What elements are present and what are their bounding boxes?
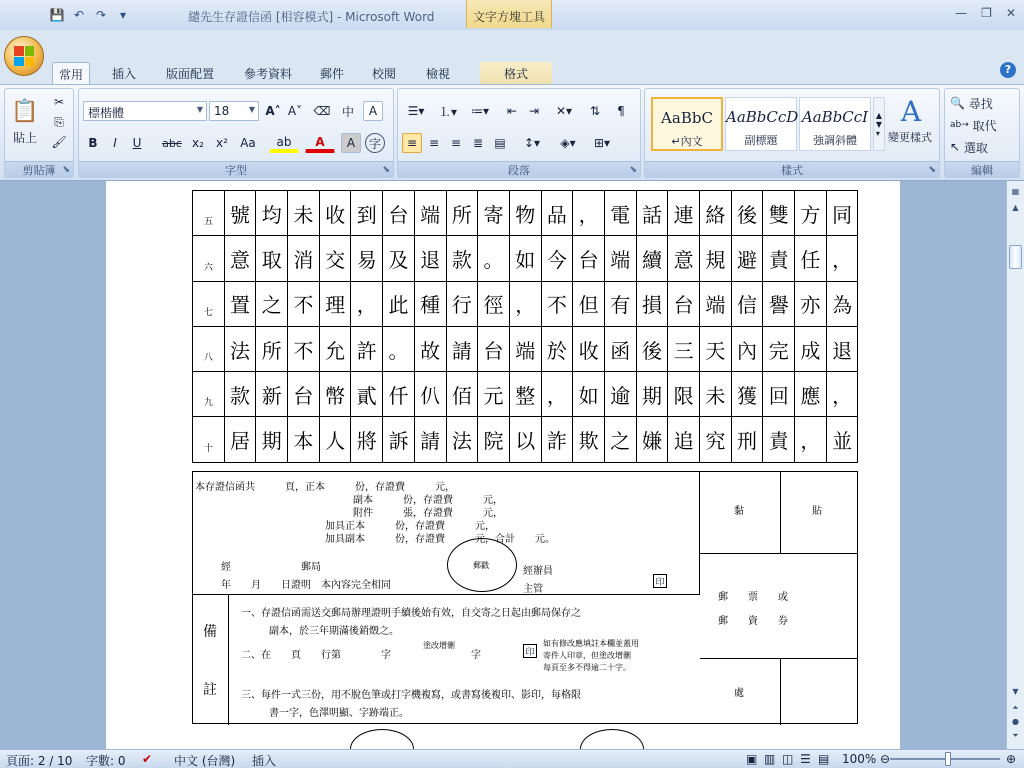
style-normal[interactable] <box>651 97 723 151</box>
paragraph-group <box>397 88 641 178</box>
grid-cell: 端 <box>509 326 541 371</box>
place-divider <box>700 658 858 659</box>
style-subtitle[interactable] <box>725 97 797 151</box>
grid-cell: 品 <box>541 191 573 236</box>
grid-cell: 後 <box>636 326 668 371</box>
underline-button[interactable]: U <box>132 136 142 150</box>
grid-cell: 責 <box>763 236 795 281</box>
quick-access-toolbar <box>48 6 132 24</box>
web-layout-view-icon[interactable]: ◫ <box>782 752 794 766</box>
grid-cell: 如 <box>509 236 541 281</box>
grid-cell: 行 <box>446 281 478 326</box>
align-center-icon[interactable]: ≡ <box>428 136 440 150</box>
grid-cell: 台 <box>478 326 510 371</box>
note-3-continued: 書一字，色澤明顯、字跡端正。 <box>269 708 409 719</box>
font-name-dropdown[interactable]: 標楷體 ▼ <box>83 101 207 121</box>
grid-cell: 到 <box>351 191 383 236</box>
grid-cell: 任 <box>795 236 827 281</box>
grid-cell: 易 <box>351 236 383 281</box>
grid-cell: 譽 <box>763 281 795 326</box>
grid-cell: 將 <box>351 417 383 462</box>
note-2-modify: 塗改增刪 <box>423 641 455 650</box>
shrink-font-icon[interactable]: A˅ <box>287 104 303 118</box>
dialog-launcher-icon[interactable]: ⬊ <box>62 165 70 175</box>
grid-cell: 整 <box>509 372 541 417</box>
grid-cell: 法 <box>446 417 478 462</box>
grid-cell: 請 <box>446 326 478 371</box>
customize-qat-icon[interactable]: ▾ <box>119 8 127 22</box>
grid-cell: 之 <box>604 417 636 462</box>
draft-view-icon[interactable]: ▤ <box>818 752 830 766</box>
ribbon-tabs <box>0 58 1024 84</box>
grid-cell: 台 <box>668 281 700 326</box>
asian-layout-icon[interactable]: ✕▾ <box>555 104 573 118</box>
grid-cell: 詐 <box>541 417 573 462</box>
word-count[interactable]: 字數: 0 <box>86 754 126 768</box>
previous-page-icon[interactable]: ⏶ <box>1012 703 1019 712</box>
grid-cell: 請 <box>414 417 446 462</box>
char-border-icon[interactable]: A <box>363 101 383 121</box>
grid-cell: 損 <box>636 281 668 326</box>
grid-cell: 寄 <box>478 191 510 236</box>
paste-label-1: 黏 <box>734 506 744 517</box>
outline-view-icon[interactable]: ☰ <box>800 752 811 766</box>
font-color-icon[interactable]: A <box>305 133 335 153</box>
postal-certification-area <box>193 472 700 595</box>
justify-icon[interactable]: ≣ <box>472 136 484 150</box>
title-bar <box>0 0 1024 30</box>
copy-icon[interactable]: ⎘ <box>54 114 64 129</box>
scroll-down-icon[interactable]: ▼ <box>1012 687 1019 696</box>
grid-cell: 均 <box>256 191 288 236</box>
grid-cell: 幣 <box>319 372 351 417</box>
grid-cell: 元 <box>478 372 510 417</box>
grid-cell: 責 <box>763 417 795 462</box>
page-indicator[interactable]: 頁面: 2 / 10 <box>6 754 73 768</box>
clear-format-icon[interactable]: ⌫ <box>313 104 331 118</box>
print-layout-view-icon[interactable]: ▣ <box>746 752 758 766</box>
grid-cell: 新 <box>256 372 288 417</box>
restore-icon[interactable]: ❐ <box>981 6 992 20</box>
clipboard-label: 剪貼簿 <box>5 161 73 177</box>
grid-row <box>193 417 858 462</box>
strikethrough-button[interactable]: abc <box>162 136 182 150</box>
replace-icon: ab→ <box>950 120 969 130</box>
grid-cell: 電 <box>604 191 636 236</box>
grid-cell: ， <box>573 191 605 236</box>
show-marks-icon[interactable]: ¶ <box>617 104 625 118</box>
grid-cell: 交 <box>319 236 351 281</box>
grid-cell: 回 <box>763 372 795 417</box>
paste-icon[interactable]: 📋 <box>11 98 39 124</box>
place-label: 處 <box>734 688 744 699</box>
grid-cell: 不 <box>288 281 320 326</box>
style-preview: AaBbCcD <box>726 108 799 126</box>
bullets-icon[interactable]: ☰▾ <box>407 104 425 118</box>
grid-cell: 法 <box>224 326 256 371</box>
form-line-1: 本存證信函共 頁，正本 份，存證費 元， <box>195 482 455 493</box>
grid-cell: 種 <box>414 281 446 326</box>
grid-cell: 允 <box>319 326 351 371</box>
zoom-in-icon[interactable]: ⊕ <box>1006 752 1017 766</box>
lower-circle-left <box>350 729 414 749</box>
grid-cell: 嫌 <box>636 417 668 462</box>
tab-insert[interactable]: 插入 <box>112 67 137 81</box>
numbering-icon[interactable]: ⒈▾ <box>438 104 458 119</box>
grid-cell: 院 <box>478 417 510 462</box>
undo-icon[interactable]: ↶ <box>73 8 85 22</box>
grid-cell: 故 <box>414 326 446 371</box>
redo-icon[interactable]: ↷ <box>95 8 107 22</box>
grid-cell: 端 <box>414 191 446 236</box>
stamp-line-1: 郵 票 或 <box>718 592 788 603</box>
ruler-toggle-icon[interactable]: ▦ <box>1011 187 1020 196</box>
phonetic-icon[interactable]: 中 <box>341 104 354 119</box>
grid-cell: 端 <box>604 236 636 281</box>
grid-cell: 獲 <box>731 372 763 417</box>
note-2-side-2: 寄件人印章，但塗改增刪 <box>543 651 631 660</box>
style-subtle-emphasis[interactable] <box>799 97 871 151</box>
grid-cell: 後 <box>731 191 763 236</box>
subscript-button[interactable]: x₂ <box>192 136 204 150</box>
stamp-line-2: 郵 資 券 <box>718 616 788 627</box>
distributed-icon[interactable]: ▤ <box>494 136 506 150</box>
form-line-4: 加具正本 份，存證費 元， <box>325 521 495 532</box>
font-group <box>78 88 394 178</box>
font-size-dropdown[interactable]: 18 ▼ <box>209 101 259 121</box>
multilevel-list-icon[interactable]: ≔▾ <box>470 104 490 118</box>
grid-cell: 仈 <box>414 372 446 417</box>
find-button[interactable] <box>949 93 1017 113</box>
row-number: 九 <box>193 372 225 417</box>
grid-cell: 貳 <box>351 372 383 417</box>
grid-cell: 。 <box>383 326 415 371</box>
grid-cell: 但 <box>573 281 605 326</box>
grid-cell: 意 <box>224 236 256 281</box>
notes-heading-1: 備 <box>203 624 217 640</box>
grid-cell: 避 <box>731 236 763 281</box>
status-bar <box>0 749 1024 768</box>
grid-cell: 端 <box>700 281 732 326</box>
jing-label: 經 <box>221 562 231 573</box>
note-2-side-1: 如有修改應填註本欄並蓋用 <box>543 639 639 648</box>
grid-cell: 理 <box>319 281 351 326</box>
row-number: 十 <box>193 417 225 462</box>
grid-cell: 物 <box>509 191 541 236</box>
grid-cell: 本 <box>288 417 320 462</box>
row-number: 六 <box>193 236 225 281</box>
post-bureau-label: 郵局 <box>301 562 321 573</box>
sort-icon[interactable]: ⇅ <box>589 104 601 118</box>
grid-cell: 此 <box>383 281 415 326</box>
zoom-out-icon[interactable]: ⊖ <box>880 752 891 766</box>
grid-cell: 退 <box>414 236 446 281</box>
line-spacing-icon[interactable]: ↕▾ <box>523 136 541 150</box>
styles-scroll-icon[interactable]: ▲ ▼ ▾ <box>873 97 885 151</box>
seal-box: 印 <box>653 574 667 588</box>
note-2-side-3: 每頁至多不得逾二十字。 <box>543 663 631 672</box>
certification-form <box>192 471 858 724</box>
grid-cell: 有 <box>604 281 636 326</box>
binoculars-icon: 🔍 <box>950 96 965 110</box>
grid-cell: 消 <box>288 236 320 281</box>
minimize-icon[interactable]: — <box>955 6 968 20</box>
style-name: 強調斜體 <box>813 134 857 147</box>
grid-cell: 及 <box>383 236 415 281</box>
grid-cell: 居 <box>224 417 256 462</box>
office-button[interactable] <box>4 36 44 76</box>
style-preview: AaBbCcI <box>801 108 869 126</box>
borders-icon[interactable]: ⊞▾ <box>593 136 611 150</box>
replace-label: 取代 <box>972 118 997 133</box>
change-styles-icon[interactable]: A <box>900 94 922 128</box>
letter-grid <box>192 190 858 463</box>
form-line-2: 副本 份，存證費 元， <box>353 495 503 506</box>
grid-cell: 於 <box>541 326 573 371</box>
clerk-label: 經辦員 <box>523 566 553 577</box>
cursor-icon: ↖ <box>950 140 961 154</box>
next-page-icon[interactable]: ⏷ <box>1012 731 1019 740</box>
grid-cell: 今 <box>541 236 573 281</box>
grid-cell: 號 <box>224 191 256 236</box>
style-preview: AaBbC <box>661 109 713 127</box>
change-case-button[interactable]: Aa <box>240 136 256 150</box>
scroll-up-icon[interactable]: ▲ <box>1012 203 1019 212</box>
grid-cell: 規 <box>700 236 732 281</box>
grid-cell: 天 <box>700 326 732 371</box>
grid-cell: 究 <box>700 417 732 462</box>
grid-cell: 台 <box>288 372 320 417</box>
grid-cell: 三 <box>668 326 700 371</box>
grid-cell: 亦 <box>795 281 827 326</box>
row-number: 八 <box>193 326 225 371</box>
save-icon[interactable]: 💾 <box>49 8 65 22</box>
grid-cell: 退 <box>826 326 858 371</box>
superscript-button[interactable]: x² <box>216 136 228 150</box>
grid-cell: 方 <box>795 191 827 236</box>
decrease-indent-icon[interactable]: ⇤ <box>506 104 518 118</box>
grid-cell: 雙 <box>763 191 795 236</box>
grid-cell: 之 <box>256 281 288 326</box>
grid-cell: 信 <box>731 281 763 326</box>
grid-cell: 期 <box>256 417 288 462</box>
grid-row <box>193 191 858 236</box>
grid-cell: 台 <box>383 191 415 236</box>
grid-cell: ， <box>795 417 827 462</box>
styles-group <box>644 88 940 178</box>
grid-cell: 內 <box>731 326 763 371</box>
shading-icon[interactable]: ◈▾ <box>560 136 576 150</box>
increase-indent-icon[interactable]: ⇥ <box>528 104 540 118</box>
grid-cell: 成 <box>795 326 827 371</box>
lower-circle-right <box>580 729 644 749</box>
note-3: 三、每件一式三份，用不脫色筆或打字機複寫，或書寫後複印、影印，每格限 <box>241 690 581 701</box>
paragraph-label: 段落 <box>398 161 640 177</box>
vertical-scrollbar[interactable] <box>1006 181 1024 749</box>
form-line-5: 加具副本 份，存證費 元，合計 元。 <box>325 534 555 545</box>
proofing-icon[interactable]: ✔ <box>142 752 153 766</box>
grid-cell: 追 <box>668 417 700 462</box>
place-vdivider <box>780 658 781 725</box>
grid-cell: 收 <box>573 326 605 371</box>
grid-cell: 連 <box>668 191 700 236</box>
language-indicator[interactable]: 中文 (台灣) <box>174 754 236 768</box>
form-line-3: 附件 張，存證費 元， <box>353 508 503 519</box>
grid-cell: 所 <box>256 326 288 371</box>
help-icon[interactable]: ? <box>1000 62 1016 78</box>
grid-row <box>193 326 858 371</box>
grid-cell: 不 <box>288 326 320 371</box>
window-title: 繾先生存證信函 [相容模式] - Microsoft Word <box>188 10 435 24</box>
grid-cell: 款 <box>446 236 478 281</box>
document-area[interactable] <box>0 181 1006 749</box>
select-label: 選取 <box>963 140 988 155</box>
select-button[interactable] <box>949 137 1017 157</box>
notes-heading-2: 註 <box>203 682 217 698</box>
grid-cell: ， <box>826 236 858 281</box>
row-number: 五 <box>193 191 225 236</box>
grid-cell: 未 <box>288 191 320 236</box>
paste-divider <box>780 472 781 554</box>
style-name: ↵內文 <box>671 135 703 148</box>
styles-label: 樣式 <box>645 161 939 177</box>
context-tab-title: 文字方塊工具 <box>466 0 552 28</box>
grid-cell: 許 <box>351 326 383 371</box>
grid-row <box>193 372 858 417</box>
editing-label: 編輯 <box>945 161 1019 177</box>
grid-cell: 為 <box>826 281 858 326</box>
grid-cell: ， <box>541 372 573 417</box>
grid-cell: 欺 <box>573 417 605 462</box>
insert-mode[interactable]: 插入 <box>252 754 277 768</box>
tab-references[interactable]: 參考資料 <box>244 67 293 81</box>
grid-cell: 佰 <box>446 372 478 417</box>
supervisor-label: 主管 <box>523 584 543 595</box>
close-icon[interactable]: ✕ <box>1005 6 1016 20</box>
grid-cell: 期 <box>636 372 668 417</box>
grid-cell: 逾 <box>604 372 636 417</box>
style-name: 副標題 <box>744 134 778 147</box>
note-1-continued: 副本，於三年期滿後銷燬之。 <box>269 626 399 637</box>
row-number: 七 <box>193 281 225 326</box>
full-screen-view-icon[interactable]: ▥ <box>764 752 776 766</box>
grid-cell: 以 <box>509 417 541 462</box>
stamp-area <box>700 472 858 725</box>
document-page[interactable] <box>106 181 900 749</box>
grid-cell: 限 <box>668 372 700 417</box>
highlight-icon[interactable]: ab <box>269 133 299 153</box>
paste-button[interactable]: 貼上 <box>12 130 37 145</box>
grid-cell: 不 <box>541 281 573 326</box>
font-label: 字型 <box>79 161 393 177</box>
note-1: 一、存證信函需送交郵局辦理證明手續後始有效，自交寄之日起由郵局保存之 <box>241 608 581 619</box>
note-2-char: 字 <box>471 650 481 661</box>
grid-cell: 話 <box>636 191 668 236</box>
editing-group <box>944 88 1020 178</box>
format-painter-icon[interactable]: 🖌 <box>51 135 67 149</box>
grid-row <box>193 281 858 326</box>
font-name-value: 標楷體 <box>88 106 125 120</box>
grow-font-icon[interactable]: A˄ <box>265 104 281 118</box>
browse-object-icon[interactable]: ● <box>1012 717 1019 726</box>
office-logo-icon <box>14 46 34 66</box>
grid-cell: 徑 <box>478 281 510 326</box>
grid-cell: 絡 <box>700 191 732 236</box>
enclose-char-icon[interactable]: 字 <box>365 133 385 153</box>
grid-cell: 取 <box>256 236 288 281</box>
change-styles-button[interactable]: 變更樣式 <box>888 131 932 144</box>
tab-review[interactable]: 校閱 <box>372 67 397 81</box>
grid-cell: 如 <box>573 372 605 417</box>
font-size-value: 18 <box>214 104 230 118</box>
font-dialog-launcher-icon[interactable]: ⬊ <box>382 165 390 175</box>
grid-cell: 刑 <box>731 417 763 462</box>
grid-cell: ， <box>826 372 858 417</box>
find-label: 尋找 <box>968 96 993 111</box>
grid-cell: 款 <box>224 372 256 417</box>
tab-page-layout[interactable]: 版面配置 <box>166 67 215 81</box>
notes-heading-cell <box>193 595 229 725</box>
grid-cell: ， <box>509 281 541 326</box>
grid-cell: 完 <box>763 326 795 371</box>
grid-cell: 台 <box>573 236 605 281</box>
paste-label-2: 貼 <box>812 506 822 517</box>
ribbon <box>0 84 1024 181</box>
grid-cell: 同 <box>826 191 858 236</box>
grid-cell: 收 <box>319 191 351 236</box>
align-right-icon[interactable]: ≡ <box>450 136 462 150</box>
grid-cell: 仟 <box>383 372 415 417</box>
grid-cell: 人 <box>319 417 351 462</box>
certify-line: 年 月 日證明 本內容完全相同 <box>221 580 391 591</box>
cut-icon[interactable]: ✂ <box>53 95 65 109</box>
grid-cell: 並 <box>826 417 858 462</box>
tab-mailings[interactable]: 郵件 <box>320 67 345 81</box>
grid-cell: 。 <box>478 236 510 281</box>
tab-home[interactable]: 常用 <box>52 62 90 84</box>
char-shading-icon[interactable]: A <box>341 133 361 153</box>
scroll-thumb[interactable] <box>1009 245 1022 269</box>
grid-cell: 意 <box>668 236 700 281</box>
note-seal-box: 印 <box>523 644 537 658</box>
grid-cell: 所 <box>446 191 478 236</box>
grid-cell: 函 <box>604 326 636 371</box>
grid-cell: 未 <box>700 372 732 417</box>
note-2: 二、在 頁 行第 字 <box>241 650 391 661</box>
grid-cell: 續 <box>636 236 668 281</box>
paragraph-dialog-launcher-icon[interactable]: ⬊ <box>629 165 637 175</box>
postmark-label: 郵戳 <box>473 561 489 570</box>
italic-button[interactable]: I <box>113 136 117 150</box>
tab-view[interactable]: 檢視 <box>426 67 451 81</box>
zoom-level[interactable]: 100% <box>842 752 877 766</box>
replace-button[interactable] <box>949 115 1017 135</box>
grid-cell: 應 <box>795 372 827 417</box>
window-controls <box>955 6 1016 20</box>
bold-button[interactable]: B <box>88 136 98 150</box>
align-left-icon[interactable]: ≡ <box>402 133 422 153</box>
paste-row <box>700 472 858 554</box>
grid-row <box>193 236 858 281</box>
zoom-slider-thumb[interactable] <box>945 752 951 766</box>
grid-cell: ， <box>351 281 383 326</box>
styles-dialog-launcher-icon[interactable]: ⬊ <box>928 165 936 175</box>
grid-cell: 訴 <box>383 417 415 462</box>
grid-cell: 置 <box>224 281 256 326</box>
tab-format[interactable]: 格式 <box>480 62 552 84</box>
clipboard-group <box>4 88 74 178</box>
